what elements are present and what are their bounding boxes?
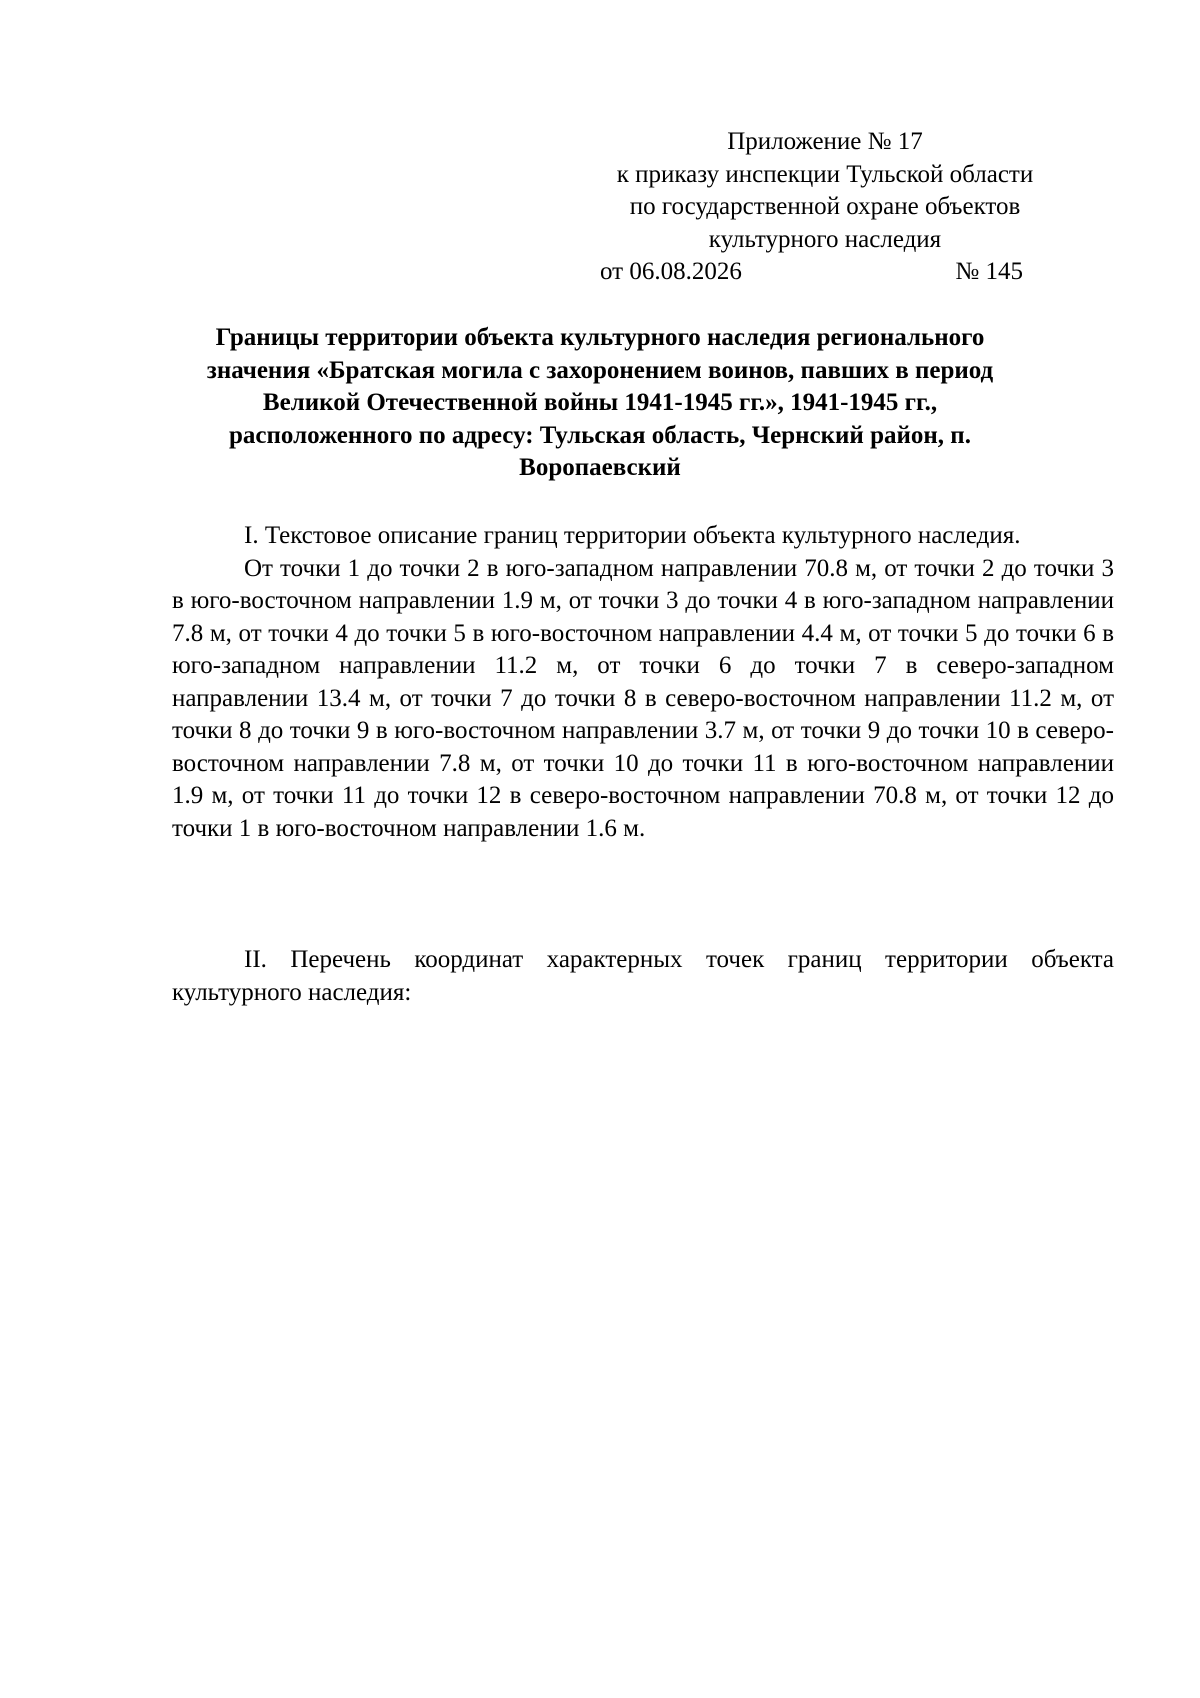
order-date: от 06.08.2026 bbox=[600, 258, 742, 285]
appendix-line-3: культурного наследия bbox=[708, 225, 942, 253]
section-1 bbox=[172, 520, 1114, 845]
document-heading: Границы территории объекта культурного наследия регионального значения «Братская могила с захоронением воинов, павших в период Великой Отечественной войны 1941-1945 гг.», 1941-1945 гг., расположенного по адресу: Тульская область, Чернский район, п. Воропаевский bbox=[206, 324, 994, 481]
appendix-line-1: к приказу инспекции Тульской области bbox=[616, 160, 1034, 188]
order-date-number bbox=[590, 256, 1060, 289]
order-number: № 145 bbox=[955, 258, 1023, 285]
appendix-title: Приложение № 17 bbox=[727, 128, 923, 155]
appendix-line-2: по государственной охране объектов bbox=[629, 193, 1021, 220]
section-1-text: От точки 1 до точки 2 в юго-западном направлении 70.8 м, от точки 2 до точки 3 в юго-восточном направлении 1.9 м, от точки 3 до точки 4 в юго-западном направлении 7.8 м, от точки 4 до точки 5 в юго-восточном направлении 4.4 м, от точки 5 до точки 6 в юго-западном направлении 11.2 м, от точки 6 до точки 7 в северо-западном направлении 13.4 м, от точки 7 до точки 8 в северо-восточном направлении 11.2 м, от точки 8 до точки 9 в юго-восточном направлении 3.7 м, от точки 9 до точки 10 в северо-восточном направлении 7.8 м, от точки 10 до точки 11 в юго-восточном направлении 1.9 м, от точки 11 до точки 12 в северо-восточном направлении 70.8 м, от точки 12 до точки 1 в юго-восточном направлении 1.6 м. bbox=[172, 554, 1114, 842]
appendix-block bbox=[590, 126, 1060, 289]
section-2-title: II. Перечень координат характерных точек границ территории объекта культурного наследия: bbox=[172, 946, 1114, 1006]
section-1-title: I. Текстовое описание границ территории объекта культурного наследия. bbox=[244, 522, 1021, 549]
section-2 bbox=[172, 944, 1114, 1009]
